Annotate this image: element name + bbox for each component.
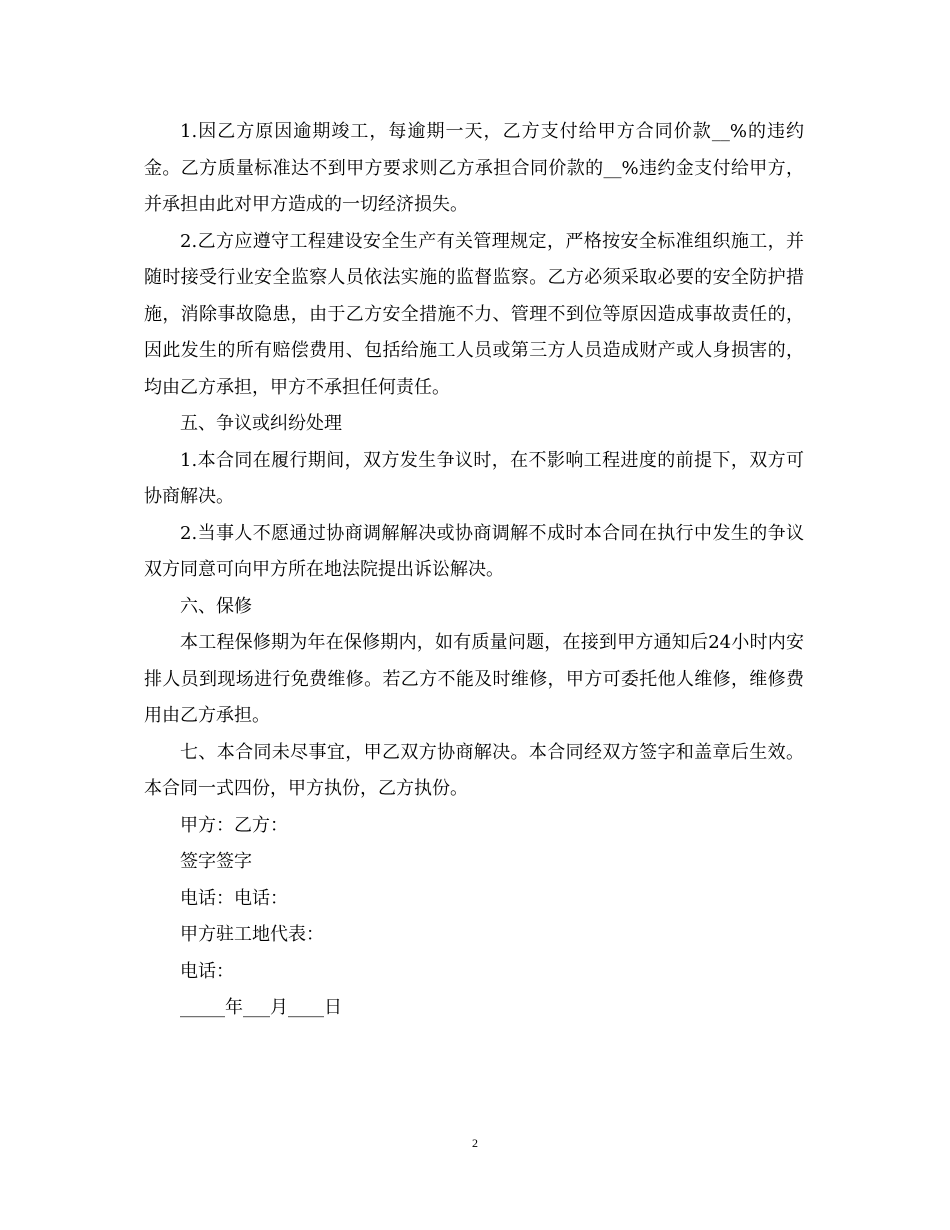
section-heading-warranty: 六、保修 <box>180 595 252 617</box>
phone-line: 电话：电话： <box>180 887 288 909</box>
section-final-provisions: 七、本合同未尽事宜，甲乙双方协商解决。本合同经双方签字和盖章后生效。本合同一式四份，甲方执份，乙方执份。 <box>144 741 804 799</box>
date-line: _____年___月____日 <box>180 997 342 1018</box>
clause-overdue-penalty: 1.因乙方原因逾期竣工，每逾期一天，乙方支付给甲方合同价款__%的违约金。乙方质量标准达不到甲方要求则乙方承担合同价款的__%违约金支付给甲方，并承担由此对甲方造成的一切经济损失。 <box>144 121 804 215</box>
section-heading-disputes: 五、争议或纠纷处理 <box>180 413 342 434</box>
clause-warranty: 本工程保修期为年在保修期内，如有质量问题，在接到甲方通知后24小时内安排人员到现场进行免费维修。若乙方不能及时维修，甲方可委托他人维修，维修费用由乙方承担。 <box>144 632 804 726</box>
clause-safety: 2.乙方应遵守工程建设安全生产有关管理规定，严格按安全标准组织施工，并随时接受行业安全监察人员依法实施的监督监察。乙方必须采取必要的安全防护措施，消除事故隐患，由于乙方安全措施不力、管理不到位等原因造成事故责任的，因此发生的所有赔偿费用、包括给施工人员或第三方人员造成财产或人身损害的，均由乙方承担，甲方不承担任何责任。 <box>144 230 804 398</box>
document-body <box>144 114 804 1027</box>
clause-dispute-litigation: 2.当事人不愿通过协商调解解决或协商调解不成时本合同在执行中发生的争议双方同意可向甲方所在地法院提出诉讼解决。 <box>144 522 804 580</box>
page-number: 2 <box>472 1136 478 1150</box>
clause-dispute-negotiation: 1.本合同在履行期间，双方发生争议时，在不影响工程进度的前提下，双方可协商解决。 <box>144 449 804 507</box>
site-representative-line: 甲方驻工地代表： <box>180 924 324 945</box>
representative-phone-line: 电话： <box>180 960 234 982</box>
signature-parties-line: 甲方：乙方： <box>180 814 288 836</box>
signature-line: 签字签字 <box>180 851 252 872</box>
